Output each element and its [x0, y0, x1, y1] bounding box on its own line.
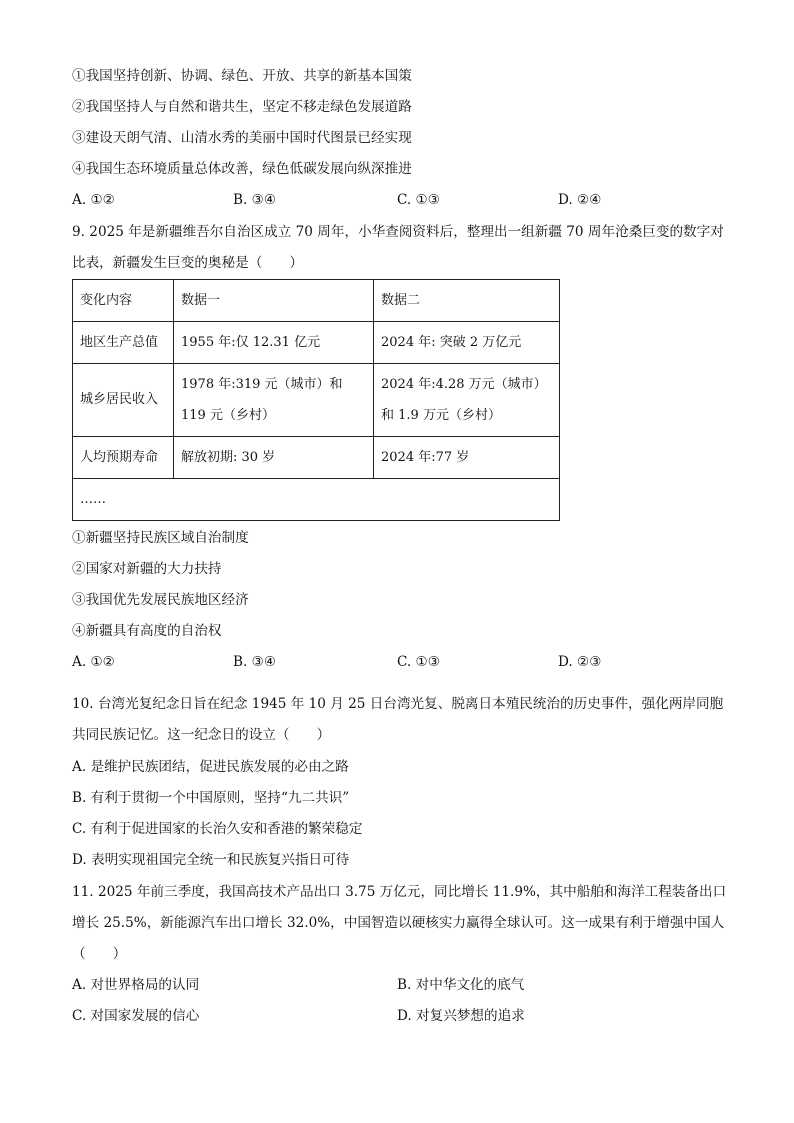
table-cell: 1978 年:319 元（城市）和 119 元（乡村） — [174, 364, 374, 437]
table-cell: 人均预期寿命 — [73, 437, 174, 479]
table-cell: 1955 年:仅 12.31 亿元 — [174, 322, 374, 364]
q9-statement-1: ①新疆坚持民族区域自治制度 — [72, 530, 249, 546]
table-row — [73, 364, 560, 437]
table-row — [73, 322, 560, 364]
q8-statement-4: ④我国生态环境质量总体改善，绿色低碳发展向纵深推进 — [72, 161, 412, 177]
q8-statement-2: ②我国坚持人与自然和谐共生，坚定不移走绿色发展道路 — [72, 99, 412, 115]
table-cell: 城乡居民收入 — [73, 364, 174, 437]
q10-option-a[interactable]: A. 是维护民族团结，促进民族发展的必由之路 — [72, 759, 349, 775]
q9-statement-3: ③我国优先发展民族地区经济 — [72, 592, 249, 608]
q8-option-d[interactable]: D. ②④ — [558, 192, 602, 208]
q11-option-a[interactable]: A. 对世界格局的认同 — [72, 977, 200, 993]
q10-option-c[interactable]: C. 有利于促进国家的长治久安和香港的繁荣稳定 — [72, 821, 363, 837]
q8-statement-3: ③建设天朗气清、山清水秀的美丽中国时代图景已经实现 — [72, 130, 412, 146]
q11-options-row-1 — [72, 975, 722, 995]
q8-option-c[interactable]: C. ①③ — [397, 192, 440, 208]
q9-statement-2: ②国家对新疆的大力扶持 — [72, 561, 222, 577]
table-cell: 2024 年:4.28 万元（城市）和 1.9 万元（乡村） — [374, 364, 560, 437]
table-ellipsis-cell: …… — [73, 479, 560, 521]
q11-option-b[interactable]: B. 对中华文化的底气 — [397, 977, 525, 993]
q8-options — [72, 190, 722, 210]
table-header-cell: 数据二 — [374, 280, 560, 322]
table-row-ellipsis — [73, 479, 560, 521]
table-header-cell: 数据一 — [174, 280, 374, 322]
q11-option-c[interactable]: C. 对国家发展的信心 — [72, 1008, 200, 1024]
q8-statement-1: ①我国坚持创新、协调、绿色、开放、共享的新基本国策 — [72, 68, 412, 84]
q10-stem-line-2: 共同民族记忆。这一纪念日的设立（ ） — [72, 727, 331, 743]
q8-option-b[interactable]: B. ③④ — [233, 192, 277, 208]
q10-stem-line-1: 10. 台湾光复纪念日旨在纪念 1945 年 10 月 25 日台湾光复、脱离日本殖民统治的历史事件，强化两岸同胞 — [72, 696, 724, 712]
q9-stem-line-2: 比表，新疆发生巨变的奥秘是（ ） — [72, 255, 304, 271]
q10-option-d[interactable]: D. 表明实现祖国完全统一和民族复兴指日可待 — [72, 852, 350, 868]
table-cell: 2024 年: 突破 2 万亿元 — [374, 322, 560, 364]
q9-option-a[interactable]: A. ①② — [72, 654, 115, 670]
table-header-cell: 变化内容 — [73, 280, 174, 322]
q8-option-a[interactable]: A. ①② — [72, 192, 115, 208]
q9-option-b[interactable]: B. ③④ — [233, 654, 277, 670]
table-cell: 2024 年:77 岁 — [374, 437, 560, 479]
q11-stem-line-1: 11. 2025 年前三季度，我国高技术产品出口 3.75 万亿元，同比增长 11.9%，其中船舶和海洋工程装备出口 — [72, 884, 727, 900]
q9-option-d[interactable]: D. ②③ — [558, 654, 602, 670]
q9-statement-4: ④新疆具有高度的自治权 — [72, 623, 222, 639]
q11-stem-line-3: （ ） — [72, 946, 127, 962]
q9-option-c[interactable]: C. ①③ — [397, 654, 440, 670]
q9-options — [72, 652, 722, 672]
table-cell: 地区生产总值 — [73, 322, 174, 364]
q11-stem-line-2: 增长 25.5%，新能源汽车出口增长 32.0%，中国智造以硬核实力赢得全球认可。这一成果有利于增强中国人 — [72, 915, 725, 931]
table-header-row — [73, 280, 560, 322]
q10-option-b[interactable]: B. 有利于贯彻一个中国原则，坚持“九二共识” — [72, 790, 350, 806]
table-row — [73, 437, 560, 479]
q11-option-d[interactable]: D. 对复兴梦想的追求 — [397, 1008, 525, 1024]
q11-options-row-2 — [72, 1006, 722, 1026]
q9-stem-line-1: 9. 2025 年是新疆维吾尔自治区成立 70 周年，小华查阅资料后，整理出一组新疆 70 周年沧桑巨变的数字对 — [72, 224, 724, 240]
table-cell: 解放初期: 30 岁 — [174, 437, 374, 479]
q9-data-table — [72, 279, 560, 521]
